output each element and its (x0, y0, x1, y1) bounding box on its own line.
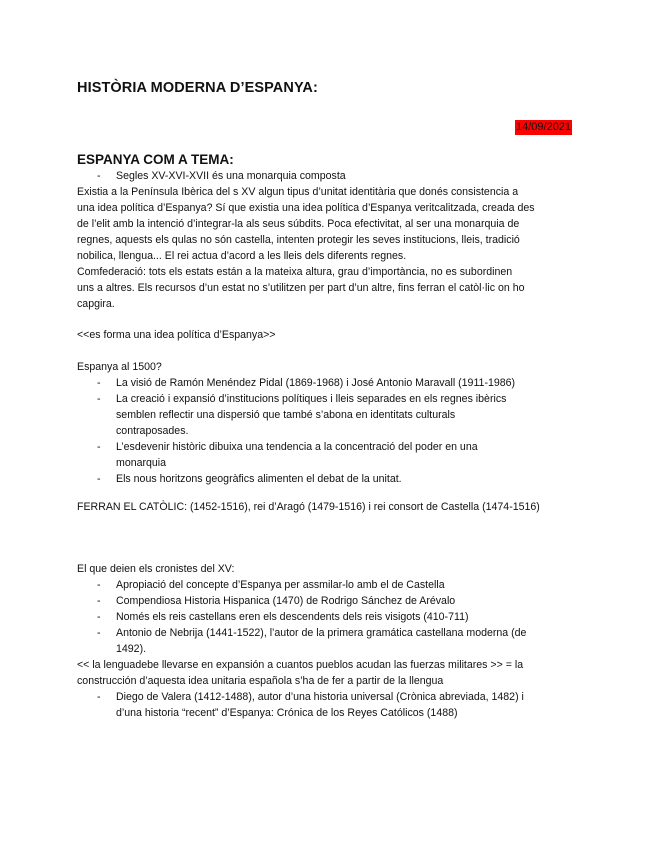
list-item: - L’esdevenir històric dibuixa una tendencia a la concentració del poder en una monarquia (77, 439, 582, 471)
paragraph-line: Existia a la Península Ibèrica del s XV algun tipus d’unitat identitària que donés consistencia a (77, 186, 519, 198)
quote-llengua: << la lenguadebe llevarse en expansión a cuantos pueblos acudan las fuerzas militares >> = la (77, 659, 524, 671)
cronistes-block (77, 561, 582, 721)
ferran-line: FERRAN EL CATÒLIC: (1452-1516), rei d’Aragó (1479-1516) i rei consort de Castella (1474-1516) (77, 501, 540, 513)
page-title: HISTÒRIA MODERNA D’ESPANYA: (77, 80, 318, 96)
list-item: - Diego de Valera (1412-1488), autor d’una historia universal (Crònica abreviada, 1482) i d’una historia “recent” d’Espanya: Crónica de los Reyes Católicos (1488) (77, 689, 582, 721)
paragraph-unity (77, 184, 582, 264)
quote-idea-politica: <<es forma una idea política d’Espanya>> (77, 329, 276, 341)
paragraph-line: una idea política d’Espanya? Sí que existia una idea política d’Espanya veritcalitzada, creada des (77, 202, 535, 214)
section-heading: ESPANYA COM A TEMA: (77, 152, 234, 167)
list-item: - Compendiosa Historia Hispanica (1470) de Rodrigo Sánchez de Arévalo (77, 593, 582, 609)
paragraph-confederacio (77, 264, 582, 312)
list-item: - Segles XV-XVI-XVII és una monarquia composta (77, 168, 582, 184)
subheading: El que deien els cronistes del XV: (77, 563, 235, 575)
list-item: - La visió de Ramón Menéndez Pidal (1869-1968) i José Antonio Maravall (1911-1986) (77, 375, 582, 391)
list-item: - Apropiació del concepte d’Espanya per assmilar-lo amb el de Castella (77, 577, 582, 593)
list-item: - Els nous horitzons geogràfics alimenten el debat de la unitat. (77, 471, 582, 487)
paragraph-line: nobilica, llengua... El rei actua d’acord a les lleis dels diferents regnes. (77, 250, 407, 262)
list-item: - La creació i expansió d’institucions polítiques i lleis separades en els regnes ibèrics semblen reflectir una dispersió que també s’abona en identitats culturals contraposades. (77, 391, 582, 439)
subheading: Espanya al 1500? (77, 361, 162, 373)
quote-llengua-cont: construcción d’aquesta idea unitaria española s’ha de fer a partir de la llengua (77, 675, 444, 687)
date-highlight: 14/09/2021 (516, 121, 572, 133)
espanya-1500-block (77, 359, 582, 487)
paragraph-line: de l’elit amb la intenció d’integrar-la als seus súbdits. Poca efectivitat, al ser una monarquia de (77, 218, 520, 230)
paragraph-line: regnes, aquests els qulas no són castella, intenten protegir les seves institucions, lleis, tradició (77, 234, 520, 246)
list-item: - Només els reis castellans eren els descendents dels reis visigots (410-711) (77, 609, 582, 625)
intro-bullet-block (77, 168, 582, 184)
paragraph-line: capgira. (77, 298, 115, 310)
paragraph-line: uns a altres. Els recursos d’un estat no s’utilitzen per part d’un altre, fins ferran el catòl·lic on ho (77, 282, 525, 294)
paragraph-line: Comfederació: tots els estats están a la mateixa altura, grau d’importància, no es subordinen (77, 266, 513, 278)
list-item: - Antonio de Nebrija (1441-1522), l’autor de la primera gramática castellana moderna (de 1492). (77, 625, 582, 657)
